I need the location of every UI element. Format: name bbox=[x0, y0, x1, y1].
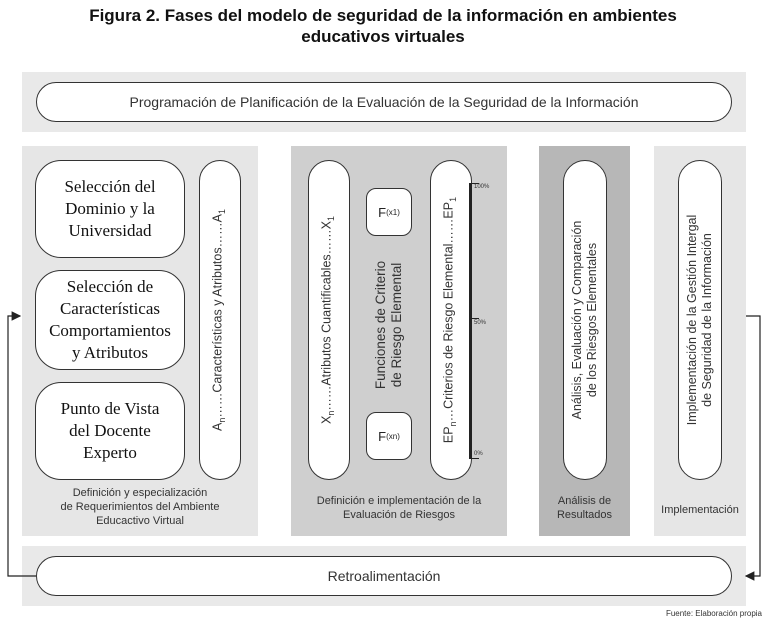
function-x1-box: F (x1) bbox=[366, 188, 412, 236]
phase4-caption: Implementación bbox=[661, 504, 739, 516]
implementation-label-line2: de Seguridad de la Información bbox=[700, 233, 714, 407]
risk-scale-label-bottom: 0% bbox=[474, 451, 483, 457]
characteristics-attributes-label: $A_n\dots\dots Características$ y $Atributos\dots\dots A_1$ bbox=[210, 209, 227, 431]
characteristics-line4: y Atributos bbox=[71, 343, 149, 362]
left-return-arrow bbox=[8, 316, 36, 576]
phase2-caption-line1: Definición e implementación de la bbox=[316, 495, 482, 507]
phase3-caption-line2: Resultados bbox=[556, 509, 613, 521]
domain-selection-line3: Universidad bbox=[68, 221, 152, 240]
domain-selection-line2: Dominio y la bbox=[65, 199, 155, 218]
figure-title-line2: educativos virtuales bbox=[301, 27, 465, 46]
domain-selection-line1: Selección del bbox=[64, 177, 156, 196]
figure-source: Fuente: Elaboración propia bbox=[665, 609, 762, 618]
functions-label-line1: Funciones de Criterio bbox=[373, 260, 388, 390]
risk-scale-label-top: 100% bbox=[474, 184, 490, 190]
analysis-label-line1: Análisis, Evaluación y Comparación bbox=[570, 220, 584, 420]
expert-viewpoint-line1: Punto de Vista bbox=[60, 399, 160, 418]
characteristics-line1: Selección de bbox=[66, 277, 154, 296]
expert-viewpoint-line2: del Docente bbox=[69, 421, 151, 440]
planning-bar-label: Programación de Planificación de la Evaluación de la Seguridad de la Información bbox=[129, 94, 639, 110]
phase1-caption-line2: de Requerimientos del Ambiente bbox=[60, 501, 220, 513]
phase2-caption-line2: Evaluación de Riesgos bbox=[343, 509, 455, 521]
phase1-caption-line1: Definición y especialización bbox=[72, 487, 208, 499]
phase1-caption-line3: Educactivo Virtual bbox=[96, 515, 184, 527]
function-xn-box: F (xn) bbox=[366, 412, 412, 460]
functions-label-line2: de Riesgo Elemental bbox=[389, 262, 404, 388]
feedback-bar-label: Retroalimentación bbox=[327, 568, 441, 584]
risk-criteria-label: $EP_n\dots Criterios$ de Riesgo $Elemental\dots\dots EP_1$ bbox=[441, 196, 458, 444]
expert-viewpoint-line3: Experto bbox=[83, 443, 137, 462]
figure-title-line1: Figura 2. Fases del modelo de seguridad de la información en ambientes bbox=[89, 6, 677, 25]
characteristics-line2: Características bbox=[59, 299, 161, 318]
characteristics-line3: Comportamientos bbox=[49, 321, 171, 340]
implementation-label-line1: Implementación de la Gestión Intergal bbox=[685, 214, 699, 426]
phase3-caption-line1: Análisis de bbox=[557, 495, 612, 507]
right-feedback-arrow bbox=[746, 316, 760, 576]
quantifiable-attributes-label: $X_n\dots\dots Atributos$ $Cuantificables\dots\dots X_1$ bbox=[319, 215, 336, 425]
analysis-label-line2: de los Riesgos Elementales bbox=[585, 242, 599, 398]
risk-scale-label-mid: 50% bbox=[474, 320, 487, 326]
